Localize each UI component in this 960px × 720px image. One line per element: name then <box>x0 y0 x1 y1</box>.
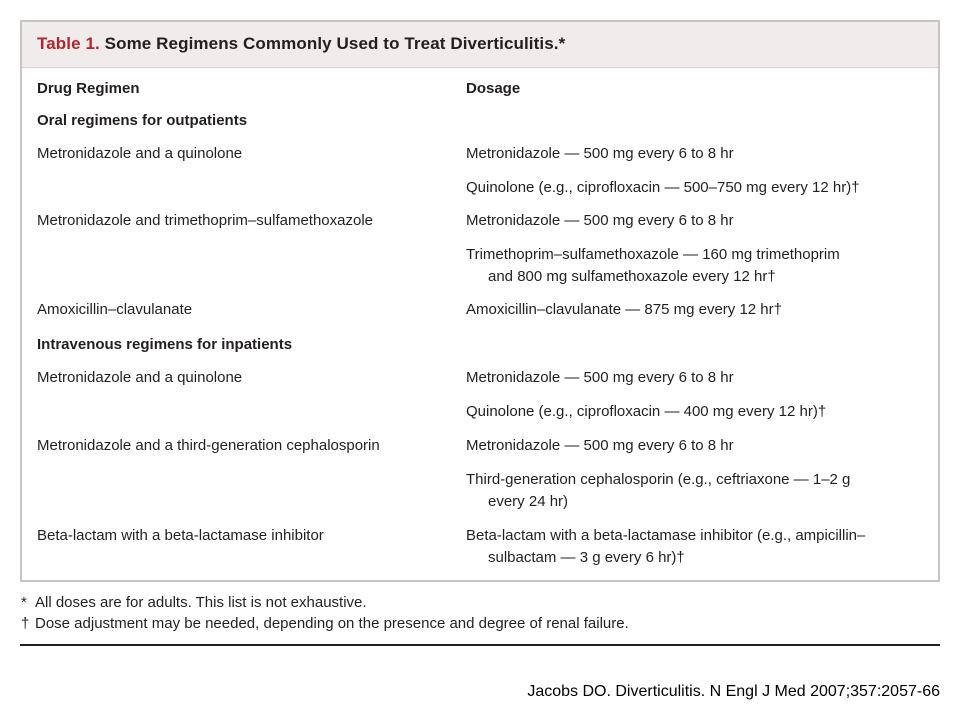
regimen-cell: Metronidazole and trimethoprim–sulfamethoxazole <box>37 212 374 229</box>
table-number: Table 1. <box>37 34 100 53</box>
section-header-oral: Oral regimens for outpatients <box>37 112 248 129</box>
dosage-cell: Metronidazole — 500 mg every 6 to 8 hr <box>466 145 734 162</box>
column-header-dosage: Dosage <box>466 80 521 97</box>
footnote-symbol: † <box>21 615 30 632</box>
footnote-text: All doses are for adults. This list is not exhaustive. <box>35 594 367 611</box>
table-body <box>22 68 938 578</box>
dosage-line-continued: and 800 mg sulfamethoxazole every 12 hr† <box>488 268 776 285</box>
citation: Jacobs DO. Diverticulitis. N Engl J Med 2007;357:2057-66 <box>527 683 940 700</box>
dosage-line-continued: sulbactam — 3 g every 6 hr)† <box>488 549 685 566</box>
table-title <box>22 22 938 68</box>
dosage-cell: Metronidazole — 500 mg every 6 to 8 hr <box>466 212 734 229</box>
dosage-cell-multiline <box>466 469 850 513</box>
regimen-cell: Metronidazole and a third-generation cephalosporin <box>37 437 380 454</box>
dosage-cell: Quinolone (e.g., ciprofloxacin — 400 mg every 12 hr)† <box>466 403 827 420</box>
dosage-line-continued: every 24 hr) <box>488 493 569 510</box>
divider <box>20 644 940 646</box>
footnote-renal <box>21 613 629 634</box>
dosage-line: Third-generation cephalosporin (e.g., ceftriaxone — 1–2 g <box>466 471 851 488</box>
regimen-cell: Beta-lactam with a beta-lactamase inhibitor <box>37 527 324 544</box>
column-header-regimen: Drug Regimen <box>37 80 140 97</box>
dosage-line: Beta-lactam with a beta-lactamase inhibitor (e.g., ampicillin– <box>466 527 866 544</box>
section-header-iv: Intravenous regimens for inpatients <box>37 336 293 353</box>
dosage-cell: Metronidazole — 500 mg every 6 to 8 hr <box>466 437 734 454</box>
dosage-cell: Amoxicillin–clavulanate — 875 mg every 12 hr† <box>466 301 782 318</box>
dosage-cell: Quinolone (e.g., ciprofloxacin — 500–750 mg every 12 hr)† <box>466 179 860 196</box>
regimen-cell: Metronidazole and a quinolone <box>37 145 243 162</box>
dosage-cell-multiline <box>466 244 840 288</box>
table-title-text: Some Regimens Commonly Used to Treat Diverticulitis.* <box>99 34 566 53</box>
dosage-cell: Metronidazole — 500 mg every 6 to 8 hr <box>466 369 734 386</box>
footnotes <box>21 592 629 634</box>
footnote-symbol: * <box>21 594 27 611</box>
regimen-table <box>20 20 940 582</box>
regimen-cell: Metronidazole and a quinolone <box>37 369 243 386</box>
footnote-text: Dose adjustment may be needed, depending on the presence and degree of renal failure. <box>35 615 629 632</box>
footnote-adults <box>21 592 629 613</box>
regimen-cell: Amoxicillin–clavulanate <box>37 301 193 318</box>
dosage-cell-multiline <box>466 525 865 569</box>
dosage-line: Trimethoprim–sulfamethoxazole — 160 mg trimethoprim <box>466 246 840 263</box>
